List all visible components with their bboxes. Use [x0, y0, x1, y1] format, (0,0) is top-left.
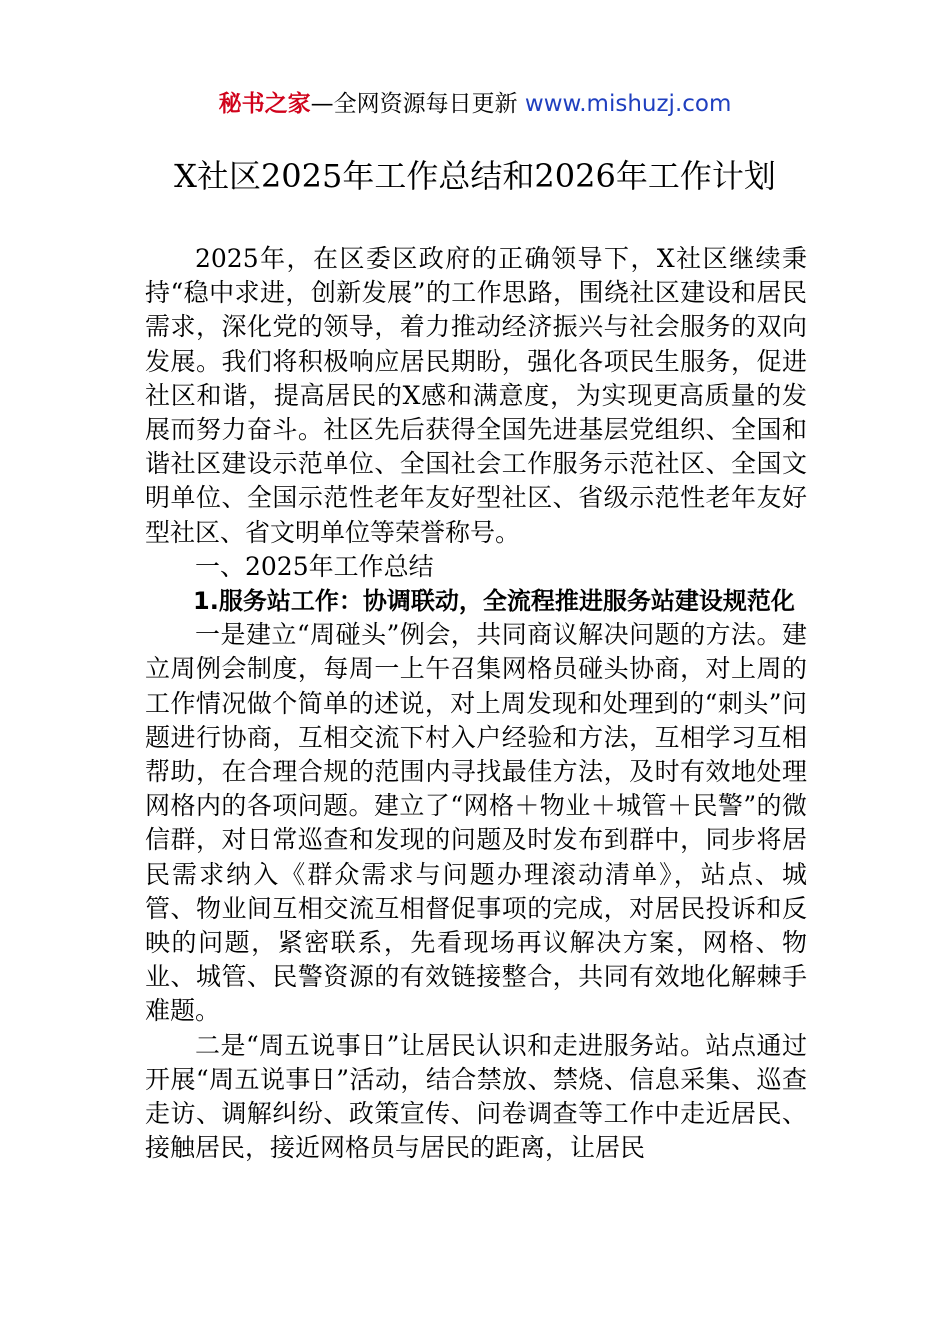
site-brand: 秘书之家: [218, 91, 311, 117]
body-paragraph: 一是建立“周碰头”例会，共同商议解决问题的方法。建立周例会制度，每周一上午召集网格员碰头协商，对上周的工作情况做个简单的述说，对上周发现和处理到的“刺头”问题进行协商，互相交流下村入户经验和方法，互相学习互相帮助，在合理合规的范围内寻找最佳方法，及时有效地处理网格内的各项问题。建立了“网格＋物业＋城管＋民警”的微信群，对日常巡查和发现的问题及时发布到群中，同步将居民需求纳入《群众需求与问题办理滚动清单》，站点、城管、物业间互相交流互相督促事项的完成，对居民投诉和反映的问题，紧密联系，先看现场再议解决方案，网格、物业、城管、民警资源的有效链接整合，共同有效地化解棘手难题。: [145, 620, 807, 1026]
site-header: [0, 86, 950, 122]
section-heading: 一、2025年工作总结: [195, 551, 434, 581]
site-tagline: —全网资源每日更新: [310, 91, 525, 117]
document-body: [145, 242, 807, 1165]
document-title: X社区2025年工作总结和2026年工作计划: [174, 157, 776, 195]
body-paragraph: 二是“周五说事日”让居民认识和走进服务站。站点通过开展“周五说事日”活动，结合禁放、禁烧、信息采集、巡查走访、调解纠纷、政策宣传、问卷调查等工作中走近居民、接触居民，接近网格员与居民的距离，让居民: [145, 1030, 807, 1163]
intro-paragraph: 2025年，在区委区政府的正确领导下，X社区继续秉持“稳中求进，创新发展”的工作思路，围绕社区建设和居民需求，深化党的领导，着力推动经济振兴与社会服务的双向发展。我们将积极响应居民期盼，强化各项民生服务，促进社区和谐，提高居民的X感和满意度，为实现更高质量的发展而努力奋斗。社区先后获得全国先进基层党组织、全国和谐社区建设示范单位、全国社会工作服务示范社区、全国文明单位、全国示范性老年友好型社区、省级示范性老年友好型社区、省文明单位等荣誉称号。: [145, 244, 807, 547]
site-url-link[interactable]: www.mishuzj.com: [524, 91, 732, 117]
subsection-heading: 1.服务站工作：协调联动，全流程推进服务站建设规范化: [193, 587, 795, 616]
